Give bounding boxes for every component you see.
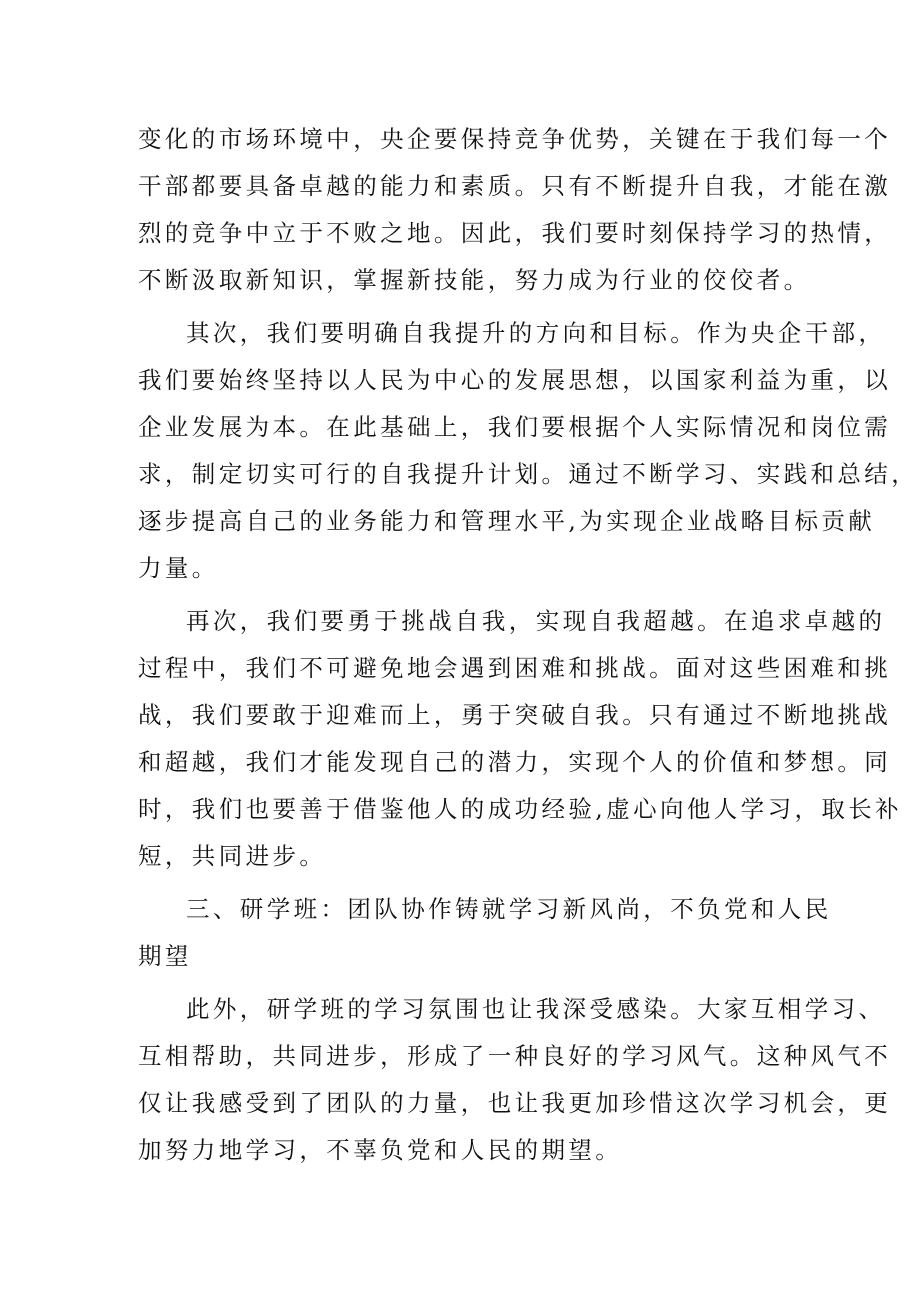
text-line: 逐步提高自己的业务能力和管理水平,为实现企业战略目标贡献 [138,507,876,535]
text-line: 和超越，我们才能发现自己的潜力，实现个人的价值和梦想。同 [138,748,892,776]
text-line: 不断汲取新知识，掌握新技能，努力成为行业的佼佼者。 [138,266,811,294]
text-line: 过程中，我们不可避免地会遇到困难和挑战。面对这些困难和挑 [138,654,892,682]
paragraph-continuation [138,116,892,304]
paragraph-thirdly [138,598,903,880]
text-line: 再次，我们要勇于挑战自我，实现自我超越。在追求卓越的 [186,607,886,635]
text-line: 我们要始终坚持以人民为中心的发展思想，以国家利益为重，以 [138,366,892,394]
text-line: 变化的市场环境中，央企要保持竞争优势，关键在于我们每一个 [138,125,892,153]
text-line: 仅让我感受到了团队的力量，也让我更加珍惜这次学习机会，更 [138,1089,892,1117]
text-line: 其次，我们要明确自我提升的方向和目标。作为央企干部， [186,319,886,347]
text-line: 力量。 [138,554,219,582]
paragraph-secondly [138,310,919,592]
text-line: 时，我们也要善于借鉴他人的成功经验,虚心向他人学习，取长补 [138,795,903,823]
text-line: 烈的竞争中立于不败之地。因此，我们要时刻保持学习的热情， [138,219,892,247]
heading-line: 期望 [138,942,192,970]
text-line: 战，我们要敢于迎难而上，勇于突破自我。只有通过不断地挑战 [138,701,892,729]
section-heading [138,886,832,980]
text-line: 互相帮助，共同进步，形成了一种良好的学习风气。这种风气不 [138,1042,892,1070]
heading-line: 三、研学班：团队协作铸就学习新风尚，不负党和人民 [186,895,832,923]
text-line: 企业发展为本。在此基础上，我们要根据个人实际情况和岗位需 [138,413,892,441]
text-line: 此外，研学班的学习氛围也让我深受感染。大家互相学习、 [186,995,886,1023]
document-body [138,116,919,1174]
text-line: 干部都要具备卓越的能力和素质。只有不断提升自我，才能在激 [138,172,892,200]
paragraph-study-atmosphere [138,986,892,1174]
text-line: 加努力地学习，不辜负党和人民的期望。 [138,1136,623,1164]
text-line: 求，制定切实可行的自我提升计划。通过不断学习、实践和总结， [138,460,919,488]
text-line: 短，共同进步。 [138,842,327,870]
